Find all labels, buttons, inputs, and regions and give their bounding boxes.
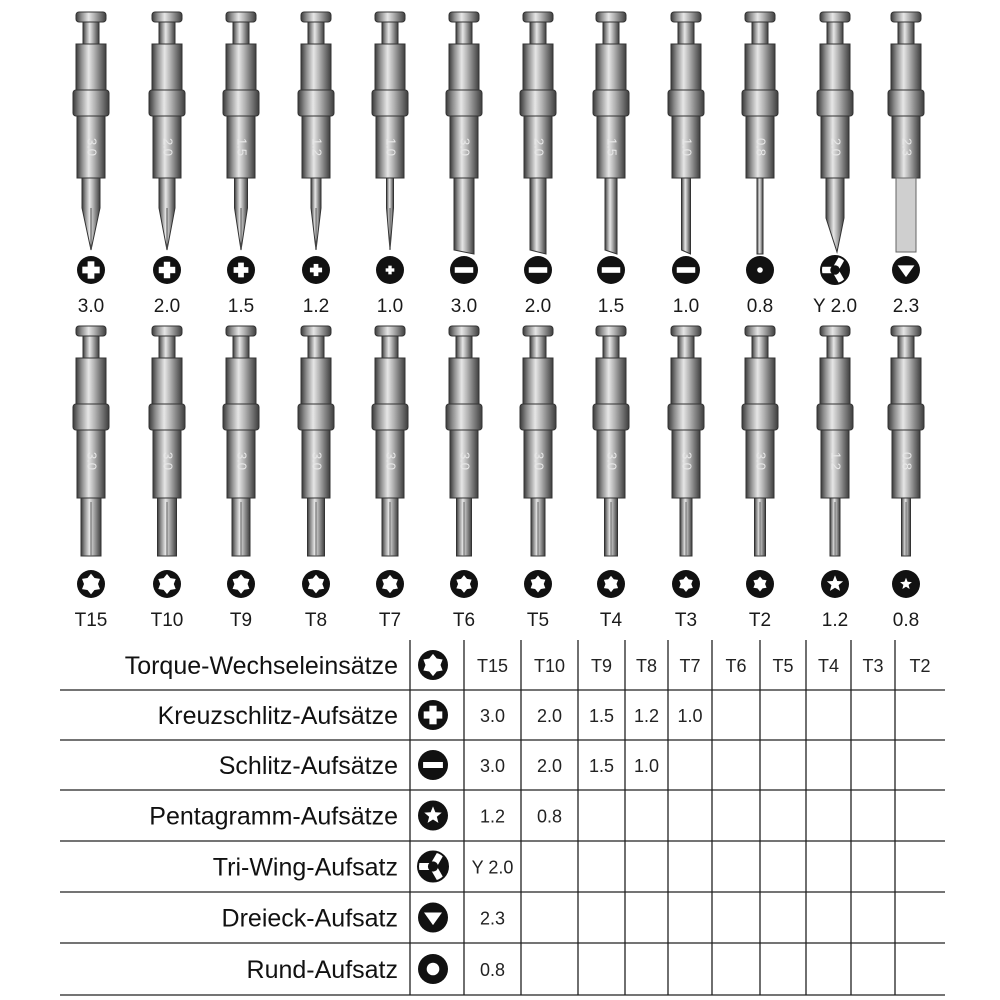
table-cell: 1.0 — [677, 706, 703, 726]
bit-size-stamp: 2.0 — [160, 137, 176, 157]
torx-icon — [418, 650, 448, 680]
bit-caption: T9 — [229, 610, 253, 631]
bit-caption: T15 — [74, 610, 108, 631]
row-label: Kreuzschlitz-Aufsätze — [157, 702, 398, 730]
bit-caption: T8 — [304, 610, 328, 631]
bit-caption: 1.0 — [672, 296, 700, 317]
bit-caption: T3 — [674, 610, 698, 631]
bit-size-stamp: 0.8 — [753, 137, 769, 157]
bit-size-stamp: 2.0 — [531, 137, 547, 157]
bit-caption: 2.0 — [153, 296, 181, 317]
bit-caption: 2.3 — [892, 296, 920, 317]
bit-caption: 1.0 — [376, 296, 404, 317]
table-cell: 1.5 — [588, 706, 615, 726]
table-cell: T5 — [772, 656, 794, 676]
bit-size-stamp: 3.0 — [84, 137, 100, 157]
table-cell: T15 — [476, 656, 509, 676]
table-cell: 1.0 — [633, 756, 660, 776]
star-icon — [418, 801, 448, 831]
table-row — [149, 801, 562, 831]
bit-size-stamp: 3.0 — [84, 451, 100, 471]
table-cell: T8 — [635, 656, 658, 676]
table-cell: 1.5 — [588, 756, 615, 776]
bit-size-stamp: 0.8 — [899, 451, 915, 471]
table-row — [247, 954, 505, 984]
cross-icon — [418, 700, 448, 730]
row-label: Dreieck-Aufsatz — [221, 904, 398, 933]
table-row — [125, 650, 931, 680]
bit-size-stamp: 3.0 — [531, 451, 547, 471]
table-row — [222, 903, 505, 933]
bit-caption: T4 — [599, 610, 623, 631]
table-cell: 0.8 — [536, 806, 563, 827]
bit-size-stamp: 3.0 — [679, 451, 695, 471]
bit-caption: 1.2 — [821, 610, 849, 631]
table-cell: 2.0 — [536, 706, 563, 726]
table-cell: 3.0 — [479, 756, 506, 776]
table-cell: T6 — [725, 656, 747, 676]
bit-caption: 0.8 — [892, 610, 920, 631]
table-row — [219, 750, 659, 780]
bit-caption: 1.5 — [597, 296, 625, 317]
row-label: Tri-Wing-Aufsatz — [212, 853, 398, 882]
bit-caption: T5 — [526, 610, 550, 631]
bit-caption: T6 — [452, 610, 476, 631]
table-cell: Y 2.0 — [471, 857, 514, 878]
bit-size-stamp: 3.0 — [753, 451, 769, 471]
ring-icon — [418, 954, 448, 984]
table-cell: T3 — [862, 656, 884, 676]
bit-size-stamp: 3.0 — [383, 451, 399, 471]
bit-size-stamp: 3.0 — [457, 451, 473, 471]
table-cell: T2 — [909, 656, 931, 676]
bit-caption: 1.5 — [227, 296, 255, 317]
table-cell: T9 — [590, 656, 613, 676]
triangle-icon — [418, 903, 448, 933]
table-cell: 3.0 — [479, 706, 506, 726]
bit-size-stamp: 3.0 — [309, 451, 325, 471]
bit-size-stamp: 1.5 — [604, 137, 620, 157]
row-label: Pentagramm-Aufsätze — [149, 802, 398, 831]
table-cell: T10 — [533, 656, 566, 676]
table-cell: 2.0 — [536, 756, 563, 776]
bit-size-stamp: 1.5 — [234, 137, 250, 157]
table-cell: 1.2 — [633, 706, 660, 726]
bit-size-stamp: 2.3 — [899, 137, 915, 157]
table-cell: 0.8 — [479, 960, 506, 980]
row-label: Rund-Aufsatz — [246, 956, 398, 984]
bit-caption: 1.2 — [302, 296, 330, 317]
table-row — [158, 700, 703, 730]
bit-caption: T2 — [748, 610, 772, 631]
tri-wing-icon — [417, 852, 449, 882]
bit-caption: T10 — [150, 610, 184, 631]
bit-size-stamp: 3.0 — [234, 451, 250, 471]
bit-size-stamp: 1.0 — [383, 137, 399, 157]
bit-caption: Y 2.0 — [812, 296, 858, 317]
table-row — [213, 852, 514, 882]
row-label: Schlitz-Aufsätze — [218, 752, 398, 780]
bit-size-stamp: 1.2 — [309, 137, 325, 157]
bit-size-stamp: 1.0 — [679, 137, 695, 157]
bit-caption: 3.0 — [450, 296, 478, 317]
bit-caption: T7 — [378, 610, 402, 631]
minus-icon — [418, 750, 448, 780]
bit-size-stamp: 3.0 — [604, 451, 620, 471]
bit-size-stamp: 1.2 — [828, 451, 844, 471]
bit-size-stamp: 3.0 — [457, 137, 473, 157]
bit-caption: 3.0 — [77, 296, 105, 317]
bit-size-stamp: 3.0 — [160, 451, 176, 471]
table-cell: 1.2 — [479, 806, 506, 827]
table-cell: T7 — [679, 656, 701, 676]
bit-caption: 2.0 — [524, 296, 552, 317]
bit-size-stamp: 2.0 — [828, 137, 844, 157]
table-cell: T4 — [817, 656, 840, 676]
bit-caption: 0.8 — [746, 296, 774, 317]
row-label: Torque-Wechseleinsätze — [124, 652, 398, 680]
table-cell: 2.3 — [479, 908, 506, 929]
